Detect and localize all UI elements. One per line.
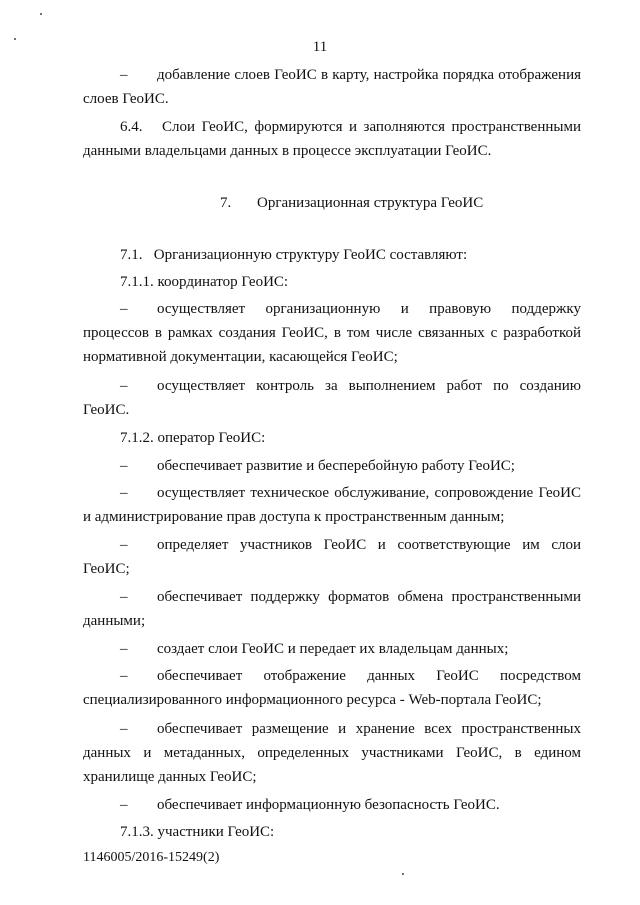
list-item-text-cont: слоев ГеоИС. [83,91,169,107]
list-item-text: обеспечивает размещение и хранение всех пространственных [157,721,581,737]
list-item-text: обеспечивает отображение данных ГеоИС посредством [157,668,581,684]
list-item-text: осуществляет контроль за выполнением работ по созданию [157,378,581,394]
list-item-text: добавление слоев ГеоИС в карту, настройка порядка отображения [157,67,581,83]
list-item-text-cont: данными; [83,613,146,629]
paragraph-7-1-3: 7.1.3. участники ГеоИС: [120,824,275,840]
list-dash: – [120,378,128,394]
list-dash: – [120,537,128,553]
paragraph-7-1: 7.1. Организационную структуру ГеоИС составляют: [120,247,468,263]
list-dash: – [120,301,128,317]
section-number: 7. [220,195,232,211]
list-dash: – [120,485,128,501]
list-item-text-cont: процессов в рамках создания ГеоИС, в том числе связанных с разработкой [83,325,581,341]
list-item-text: определяет участников ГеоИС и соответствующие им слои [157,537,581,553]
list-item-text-cont: специализированного информационного ресурса - Web-портала ГеоИС; [83,692,542,708]
list-dash: – [120,641,128,657]
list-item-text: обеспечивает поддержку форматов обмена пространственными [157,589,581,605]
list-item-text: осуществляет организационную и правовую поддержку [157,301,581,317]
scan-speck [402,873,404,875]
document-footer-code: 1146005/2016-15249(2) [83,850,220,865]
list-item-text-cont: ГеоИС. [83,402,130,418]
list-dash: – [120,797,128,813]
section-title: Организационная структура ГеоИС [257,195,484,211]
list-item-text-cont: ГеоИС; [83,561,130,577]
list-dash: – [120,458,128,474]
page-number: 11 [312,39,328,55]
list-item-text: обеспечивает информационную безопасность ГеоИС. [157,797,500,813]
list-dash: – [120,721,128,737]
list-item-text-cont: данных и метаданных, определенных участниками ГеоИС, в едином [83,745,581,761]
list-item-text: создает слои ГеоИС и передает их владельцам данных; [157,641,509,657]
paragraph-6-4-cont: данными владельцами данных в процессе эксплуатации ГеоИС. [83,143,492,159]
list-item-text: обеспечивает развитие и бесперебойную работу ГеоИС; [157,458,515,474]
paragraph-7-1-1: 7.1.1. координатор ГеоИС: [120,274,289,290]
paragraph-7-1-2: 7.1.2. оператор ГеоИС: [120,430,266,446]
list-item-text-cont: хранилище данных ГеоИС; [83,769,257,785]
list-item-text-cont: и администрирование прав доступа к пространственным данным; [83,509,505,525]
list-item-text: осуществляет техническое обслуживание, сопровождение ГеоИС [157,485,581,501]
list-dash: – [120,668,128,684]
scan-speck [40,13,42,15]
list-dash: – [120,589,128,605]
paragraph-6-4: 6.4. Слои ГеоИС, формируются и заполняются пространственными [120,119,581,135]
list-dash: – [120,67,128,83]
list-item-text-cont: нормативной документации, касающейся ГеоИС; [83,349,398,365]
